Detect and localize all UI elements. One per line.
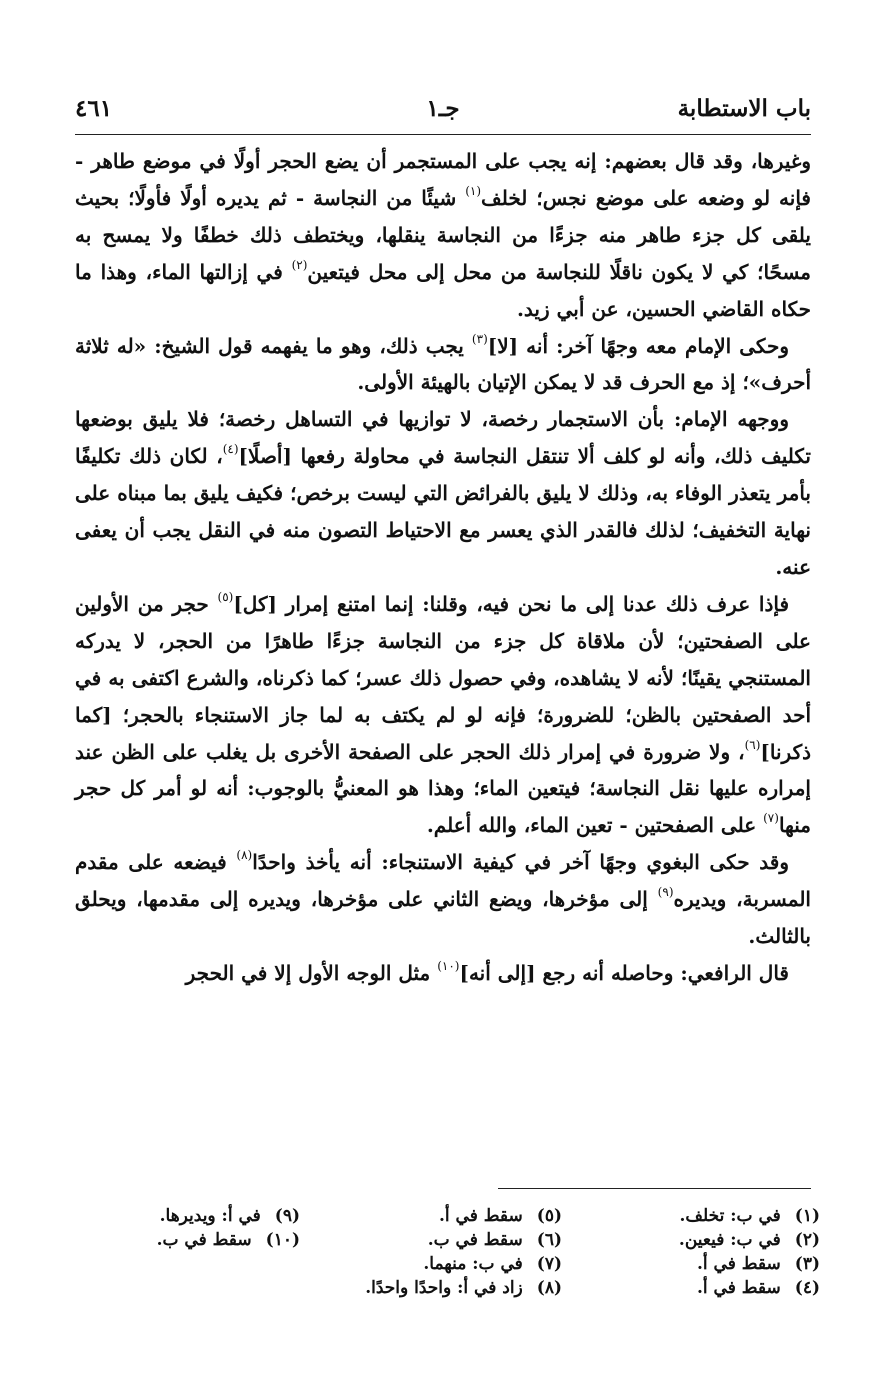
footnotes (75, 1204, 820, 1334)
footnote-number: (٣) (794, 1254, 820, 1274)
footnote-number: (٢) (794, 1230, 820, 1250)
footnote-item (314, 1204, 562, 1228)
paragraph-3 (75, 401, 811, 586)
text-run: وغيرها، وقد قال بعضهم: إنه يجب على المستجمر أن يضع الحجر أولًا في موضع طاهر - فإنه لو وضعه على موضع نجس؛ لخلف (75, 149, 811, 210)
footnote-rule (498, 1188, 811, 1189)
footnote-item (52, 1204, 300, 1228)
paragraph-5 (75, 844, 811, 955)
text-run: على الصفحتين - تعين الماء، والله أعلم. (426, 813, 764, 838)
text-run: يجب ذلك، وهو ما يفهمه قول الشيخ: «له ثلاثة أحرف»؛ إذ مع الحرف قد لا يمكن الإتيان بالهيئة الأولى. (75, 333, 811, 395)
footnote-item (314, 1252, 562, 1276)
paragraph-6 (75, 955, 811, 992)
footnote-number: (١٠) (265, 1230, 300, 1250)
footnote-ref-10[interactable]: (١٠) (437, 958, 460, 973)
footnote-number: (٧) (536, 1254, 562, 1274)
footnote-ref-5[interactable]: (٥) (217, 589, 234, 604)
page-number: ٤٦١ (75, 95, 113, 122)
footnote-text: سقط في ب. (156, 1230, 252, 1250)
main-text (75, 143, 811, 992)
footnote-item (572, 1228, 820, 1252)
text-run: شيئًا من النجاسة - ثم يديره أولًا فأولًا؛ بحيث يلقى كل جزء طاهر منه جزءًا من النجاسة ينقلها، ويختطف ذلك خطفًا ولا يمسح به مسحًا؛ كي لا يكون ناقلًا للنجاسة من محل إلى محل فيتعين (75, 185, 812, 284)
text-run: مثل الوجه الأول إلا في الحجر (185, 960, 438, 985)
text-run: فيضعه على مقدم المسربة، ويديره (75, 850, 811, 912)
footnote-number: (٦) (536, 1230, 562, 1250)
footnote-ref-3[interactable]: (٣) (471, 331, 488, 346)
footnote-item (572, 1204, 820, 1228)
text-run: ، لكان ذلك تكليفًا بأمر يتعذر الوفاء به، وذلك لا يليق بالفرائض التي ليست برخص؛ فكيف يليق بما مبناه على نهاية التخفيف؛ لذلك فالقدر الذي يعسر مع الاحتياط التصون منه في النقل يجب أن يعفى عنه. (75, 444, 811, 579)
footnote-ref-8[interactable]: (٨) (236, 848, 253, 863)
footnote-ref-2[interactable]: (٢) (291, 257, 308, 272)
footnote-text: سقط في أ. (697, 1254, 781, 1274)
footnote-item (572, 1252, 820, 1276)
footnote-number: (١) (794, 1206, 820, 1226)
text-run: فإذا عرف ذلك عدنا إلى ما نحن فيه، وقلنا: إنما امتنع إمرار [كل] (233, 591, 790, 616)
footnote-ref-7[interactable]: (٧) (763, 811, 779, 826)
footnote-column (52, 1204, 300, 1252)
footnote-number: (٥) (536, 1206, 562, 1226)
text-run: إلى مؤخرها، ويضع الثاني على مؤخرها، ويديره إلى مقدمها، ويحلق بالثالث. (75, 887, 811, 949)
text-run: ، ولا ضرورة في إمرار ذلك الحجر على الصفحة الأخرى بل يغلب على الظن عند إمراره عليها نقل النجاسة؛ فيتعين الماء؛ وهذا هو المعنيُّ بالوجوب: أنه لو أمر كل حجر منها (75, 739, 811, 838)
running-header (75, 95, 811, 131)
footnote-item (572, 1276, 820, 1300)
footnote-text: في ب: تخلف. (679, 1206, 781, 1226)
footnote-text: في أ: ويديرها. (159, 1206, 261, 1226)
text-run: ووجهه الإمام: بأن الاستجمار رخصة، لا توازيها في التساهل رخصة؛ فلا يليق بوضعها تكليف ذلك، وأنه لو كلف ألا تنتقل النجاسة في محاولة رفعها [أصلًا] (75, 407, 811, 469)
footnote-ref-4[interactable]: (٤) (222, 442, 239, 457)
footnote-item (314, 1276, 562, 1300)
footnote-item (52, 1228, 300, 1252)
footnote-column (314, 1204, 562, 1300)
footnote-ref-6[interactable]: (٦) (744, 737, 761, 752)
header-rule (75, 134, 811, 135)
footnote-text: سقط في أ. (439, 1206, 523, 1226)
footnote-number: (٨) (536, 1278, 562, 1298)
footnote-ref-1[interactable]: (١) (465, 183, 482, 198)
paragraph-2 (75, 328, 811, 402)
footnote-item (314, 1228, 562, 1252)
footnote-text: في ب: فيعين. (678, 1230, 781, 1250)
text-run: وقد حكى البغوي وجهًا آخر في كيفية الاستنجاء: أنه يأخذ واحدًا (252, 850, 789, 875)
paragraph-1 (75, 143, 811, 328)
footnote-number: (٤) (794, 1278, 820, 1298)
chapter-title: باب الاستطابة (677, 95, 811, 122)
footnote-number: (٩) (274, 1206, 300, 1226)
footnote-text: في ب: منهما. (423, 1254, 523, 1274)
text-run: حجر من الأولين على الصفحتين؛ لأن ملاقاة كل جزء من النجاسة جزءًا طاهرًا من الحجر، لا يدركه المستنجي يقينًا؛ لأنه لا يشاهده، وفي حصول ذلك عسر؛ كما ذكرناه، والشرع اكتفى به في أحد الصفحتين بالظن؛ للضرورة؛ فإنه لو لم يكتف به لما جاز الاستنجاء بالحجر؛ [كما ذكرنا] (75, 591, 811, 764)
text-run: في إزالتها الماء، وهذا ما حكاه القاضي الحسين، عن أبي زيد. (75, 259, 811, 321)
footnote-text: سقط في أ. (697, 1278, 781, 1298)
footnote-ref-9[interactable]: (٩) (657, 885, 674, 900)
volume-label: جـ١ (426, 95, 460, 122)
text-run: قال الرافعي: وحاصله أنه رجع [إلى أنه] (459, 960, 789, 985)
footnote-text: زاد في أ: واحدًا واحدًا. (365, 1278, 523, 1298)
footnote-column (572, 1204, 820, 1300)
paragraph-4 (75, 586, 811, 844)
text-run: وحكى الإمام معه وجهًا آخر: أنه [لا] (487, 333, 789, 358)
footnote-text: سقط في ب. (427, 1230, 523, 1250)
